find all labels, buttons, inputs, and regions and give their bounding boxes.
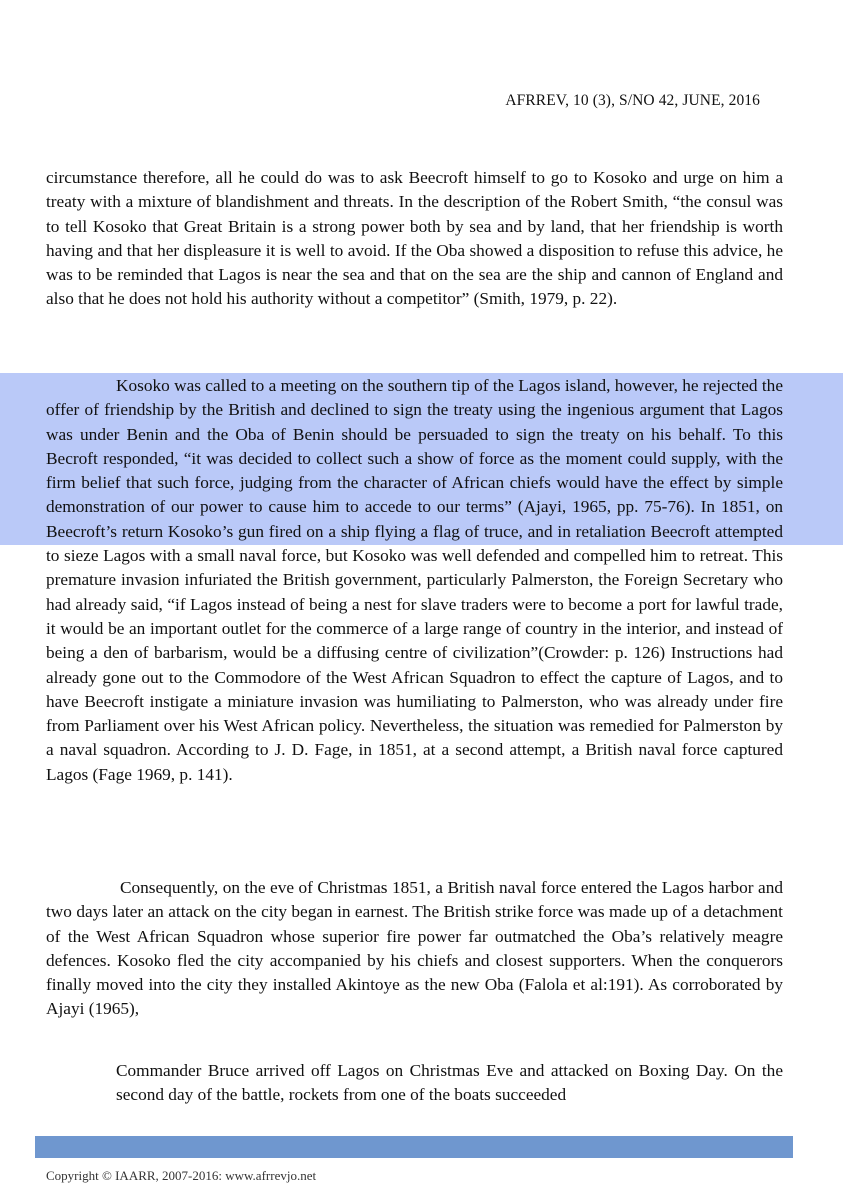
paragraph-1: circumstance therefore, all he could do was to ask Beecroft himself to go to Kosoko and urge on him a treaty with a mixture of blandishment and threats. In the description of the Robert Smith, “the consul was to tell Kosoko that Great Britain is a strong power both by sea and by land, that her friendship is worth having and that her displeasure it is well to avoid. If the Oba showed a disposition to refuse this advice, he was to be reminded that Lagos is near the sea and that on the sea are the ship and cannon of England and also that he does not hold his authority without a competitor” (Smith, 1979, p. 22).	[46, 168, 783, 309]
paragraph-3: Consequently, on the eve of Christmas 1851, a British naval force entered the Lagos harbor and two days later an attack on the city began in earnest. The British strike force was made up of a detachment of the West African Squadron whose superior fire power far outmatched the Oba’s relatively meagre defences. Kosoko fled the city accompanied by his chiefs and closest supporters. When the conquerors finally moved into the city they installed Akintoye as the new Oba (Falola et al:191). As corroborated by Ajayi (1965),	[46, 878, 783, 1019]
footer-copyright: Copyright © IAARR, 2007-2016: www.afrrevjo.net	[46, 1168, 317, 1183]
journal-header: AFRREV, 10 (3), S/NO 42, JUNE, 2016	[505, 92, 760, 109]
paragraph-2: Kosoko was called to a meeting on the southern tip of the Lagos island, however, he rejected the offer of friendship by the British and declined to sign the treaty using the ingenious argument that Lagos was under Benin and the Oba of Benin should be persuaded to sign the treaty on his behalf. To this Becroft responded, “it was decided to collect such a show of force as the moment could supply, with the firm belief that such force, judging from the character of African chiefs would have the effect by simple demonstration of our power to cause him to accede to our terms” (Ajayi, 1965, pp. 75-76). In 1851, on Beecroft’s return Kosoko’s gun fired on a ship flying a flag of truce, and in retaliation Beecroft attempted to sieze Lagos with a small naval force, but Kosoko was well defended and compelled him to retreat. This premature invasion infuriated the British government, particularly Palmerston, the Foreign Secretary who had already said, “if Lagos instead of being a nest for slave traders were to become a port for lawful trade, it would be an important outlet for the commerce of a large range of country in the interior, and instead of being a den of barbarism, would be a diffusing centre of civilization”(Crowder: p. 126) Instructions had already gone out to the Commodore of the West African Squadron to effect the capture of Lagos, and to have Beecroft instigate a miniature invasion was humiliating to Palmerston, who was already under fire from Parliament over his West African policy. Nevertheless, the situation was remedied for Palmerston by a naval squadron. According to J. D. Fage, in 1851, at a second attempt, a British naval force captured Lagos (Fage 1969, p. 141).	[46, 376, 783, 784]
block-quote: Commander Bruce arrived off Lagos on Christmas Eve and attacked on Boxing Day. On the second day of the battle, rockets from one of the boats succeeded	[116, 1061, 783, 1105]
footer-bar	[35, 1136, 793, 1158]
